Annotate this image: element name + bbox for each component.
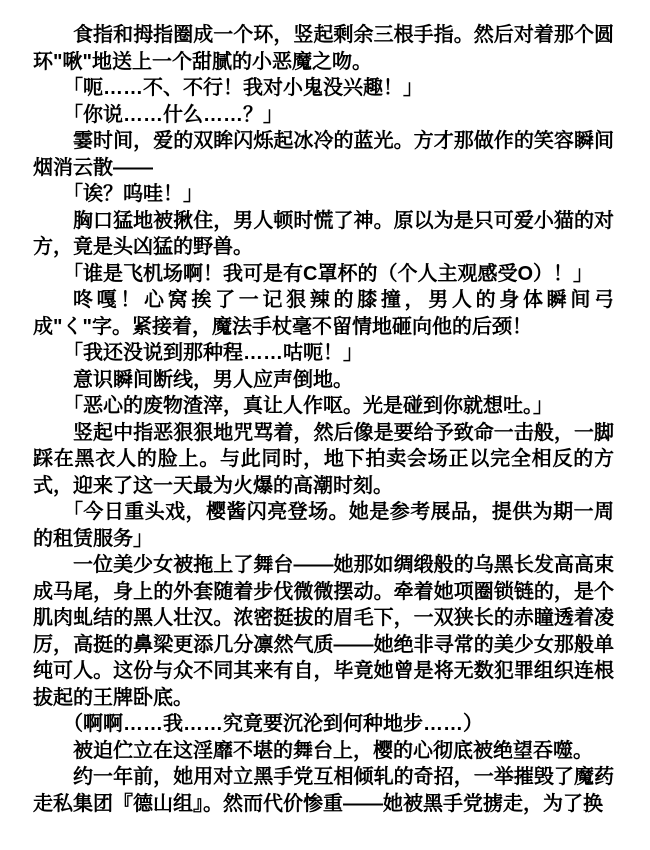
paragraph-dialogue: 「今日重头戏，樱酱闪亮登场。她是参考展品，提供为期一周的租赁服务」 <box>33 501 614 550</box>
paragraph-narration: 被迫伫立在这淫靡不堪的舞台上，樱的心彻底被绝望吞噬。 <box>73 739 593 762</box>
paragraph-narration: 咚嘎！心窝挨了一记狠辣的膝撞，男人的身体瞬间弓成"く"字。紧接着，魔法手杖毫不留情地砸向他的后颈！ <box>33 289 614 338</box>
paragraph-dialogue: 「谁是飞机场啊！我可是有C罩杯的（个人主观感受O）！」 <box>63 262 593 285</box>
text-content <box>33 22 614 817</box>
paragraph-narration: 食指和拇指圈成一个环，竖起剩余三根手指。然后对着那个圆环"啾"地送上一个甜腻的小恶魔之吻。 <box>33 24 614 73</box>
paragraph-narration: 霎时间，爱的双眸闪烁起冰冷的蓝光。方才那做作的笑容瞬间烟消云散—— <box>33 130 614 179</box>
paragraph-dialogue: 「你说……什么……？」 <box>63 103 283 126</box>
paragraph-dialogue: 「恶心的废物渣滓，真让人作呕。光是碰到你就想吐。」 <box>63 395 553 417</box>
paragraph-dialogue: 「诶？呜哇！」 <box>63 183 203 205</box>
paragraph-thought: （啊啊……我……究竟要沉沦到何种地步……） <box>63 713 483 735</box>
paragraph-narration: 约一年前，她用对立黑手党互相倾轧的奇招，一举摧毁了魔药走私集团『德山组』。然而代价惨重——她被黑手党掳走，为了换 <box>33 766 614 815</box>
paragraph-dialogue: 「我还没说到那种程……咕呃！」 <box>63 342 363 364</box>
paragraph-narration: 胸口猛地被揪住，男人顿时慌了神。原以为是只可爱小猫的对方，竟是头凶猛的野兽。 <box>33 209 614 258</box>
paragraph-narration: 一位美少女被拖上了舞台——她那如绸缎般的乌黑长发高高束成马尾，身上的外套随着步伐微微摆动。牵着她项圈锁链的，是个肌肉虬结的黑人壮汉。浓密挺拔的眉毛下，一双狭长的赤瞳透着凌厉，高挺的鼻梁更添几分凛然气质——她绝非寻常的美少女那般单纯可人。这份与众不同其来有自，毕竟她曾是将无数犯罪组织连根拔起的王牌卧底。 <box>33 554 614 709</box>
paragraph-narration: 意识瞬间断线，男人应声倒地。 <box>73 368 353 391</box>
paragraph-narration: 竖起中指恶狠狠地咒骂着，然后像是要给予致命一击般，一脚踩在黑衣人的脸上。与此同时，地下拍卖会场正以完全相反的方式，迎来了这一天最为火爆的高潮时刻。 <box>33 421 614 497</box>
paragraph-dialogue: 「呃……不、不行！我对小鬼没兴趣！」 <box>63 77 423 99</box>
